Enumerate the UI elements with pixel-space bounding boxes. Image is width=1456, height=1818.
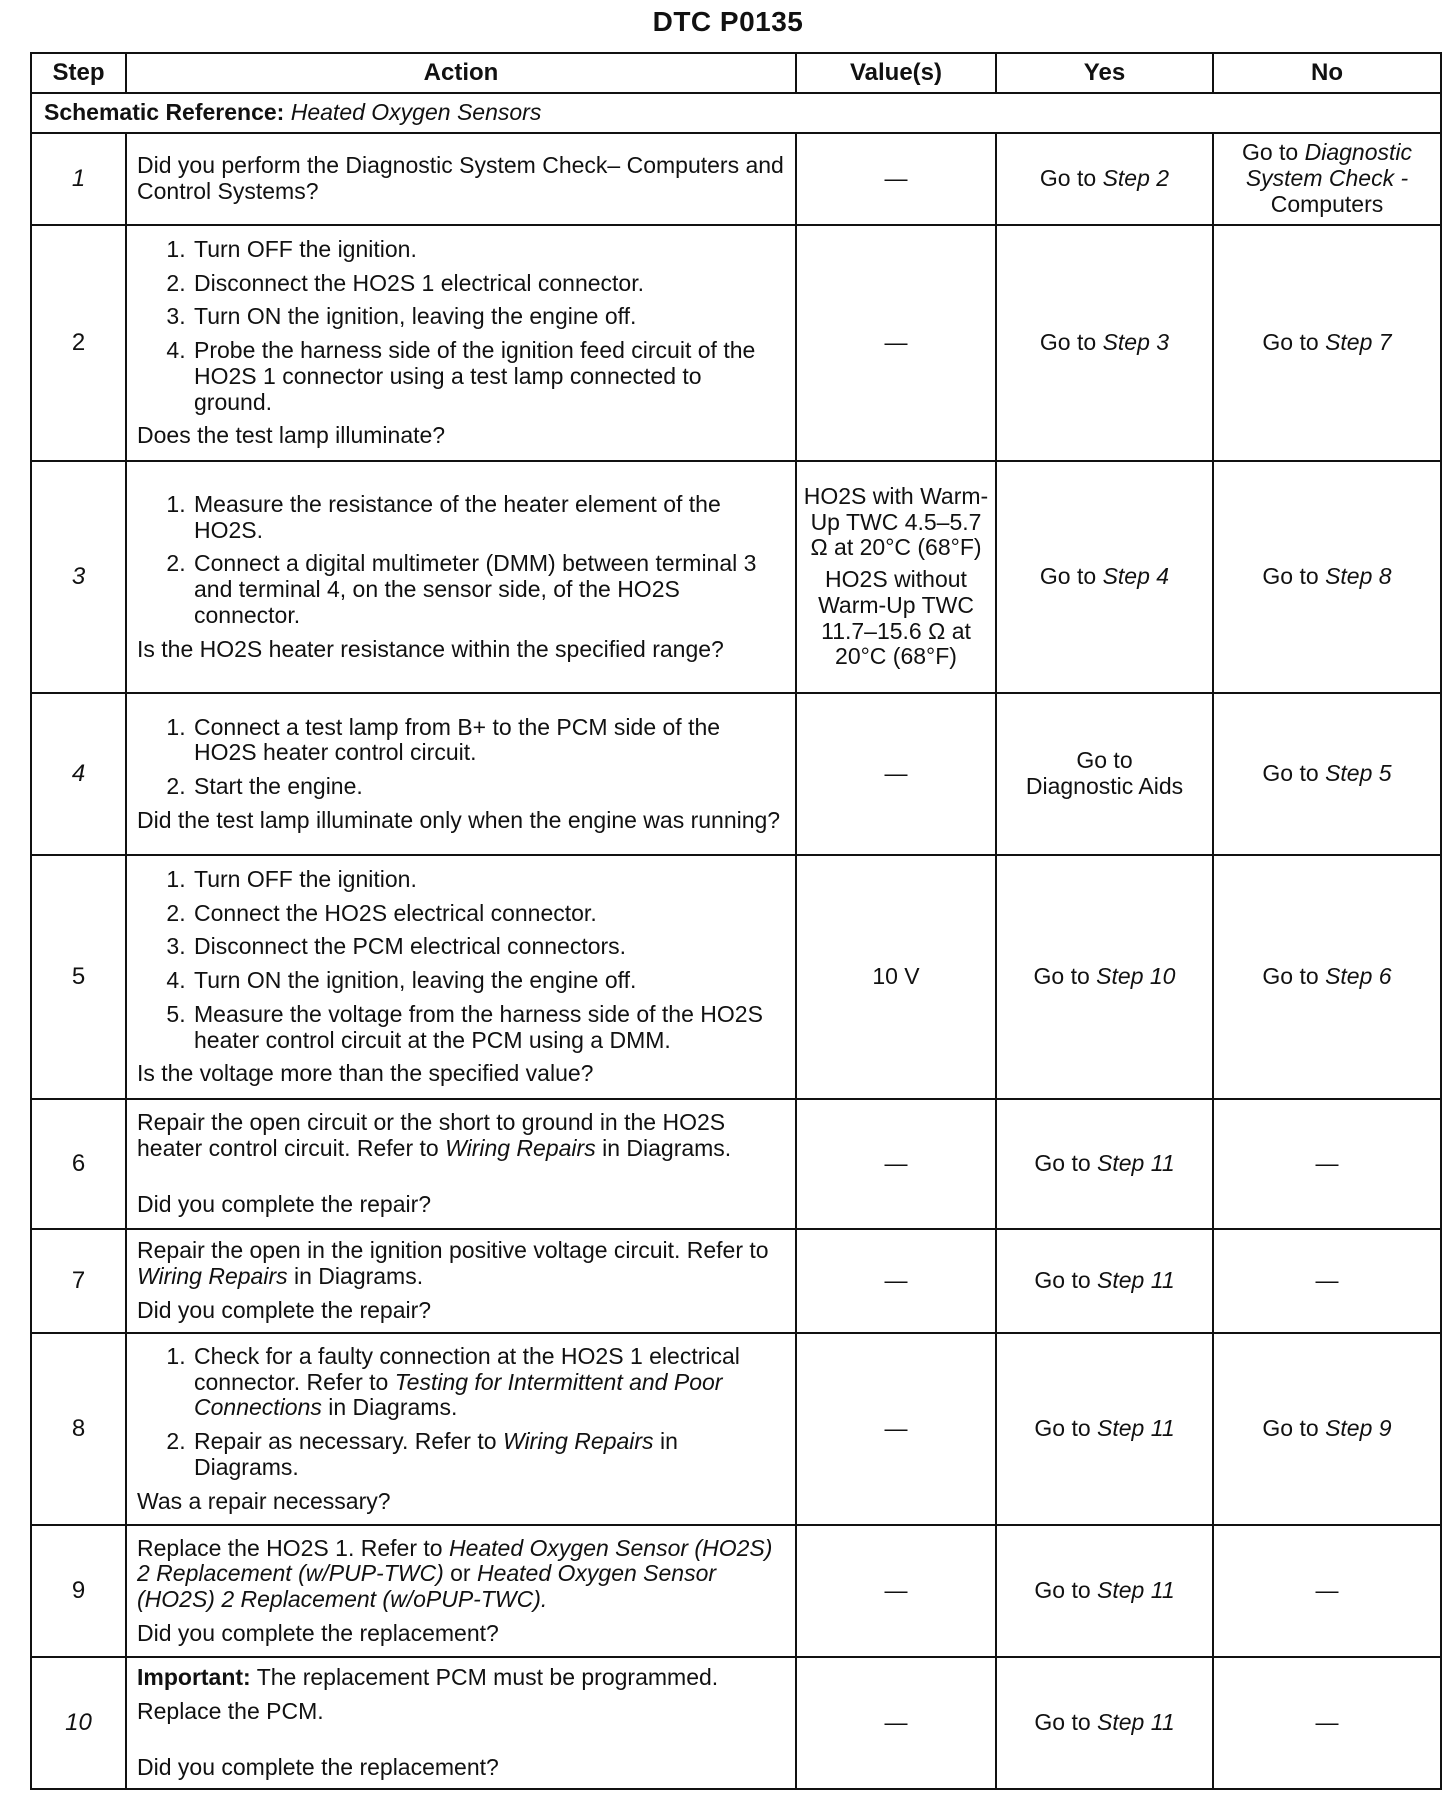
- no-step-link[interactable]: Step 6: [1325, 963, 1392, 990]
- action-question: Is the HO2S heater resistance within the specified range?: [137, 635, 724, 662]
- action-cell: [126, 1229, 796, 1333]
- action-cell: [126, 1099, 796, 1229]
- yes-prefix: Go to: [1034, 1709, 1091, 1736]
- value-cell: —: [796, 1657, 996, 1789]
- action-question: Does the test lamp illuminate?: [137, 422, 446, 449]
- step-number: 1: [31, 133, 126, 225]
- action-item: 3. Disconnect the PCM electrical connectors.: [192, 934, 785, 960]
- yes-prefix: Go to: [1039, 563, 1097, 590]
- action-question: Did you perform the Diagnostic System Check– Computers and Control Systems?: [137, 152, 784, 204]
- yes-prefix: Go to: [1034, 1150, 1091, 1177]
- yes-cell: [996, 133, 1213, 225]
- value-cell: —: [796, 1099, 996, 1229]
- action-text: [137, 1238, 785, 1290]
- schematic-row: [31, 93, 1441, 133]
- wiring-repairs-link[interactable]: Wiring Repairs: [445, 1135, 596, 1162]
- no-prefix: Go to: [1262, 563, 1319, 590]
- value-cell: —: [796, 693, 996, 855]
- yes-prefix: Go to: [1034, 1415, 1091, 1442]
- yes-prefix: Go to: [1039, 165, 1097, 192]
- table-row: [31, 1333, 1441, 1525]
- action-cell: [126, 855, 796, 1099]
- no-cell: [1213, 133, 1441, 225]
- no-step-link[interactable]: Step 8: [1325, 563, 1392, 590]
- action-question: Did you complete the replacement?: [137, 1753, 499, 1780]
- no-cell: —: [1213, 1099, 1441, 1229]
- action-cell: [126, 133, 796, 225]
- no-cell: [1213, 461, 1441, 693]
- wiring-repairs-link[interactable]: Wiring Repairs: [137, 1263, 288, 1290]
- table-row: [31, 1525, 1441, 1657]
- schematic-label: Schematic Reference:: [44, 99, 285, 126]
- yes-cell: [996, 1333, 1213, 1525]
- no-diagnostic-link[interactable]: Diagnostic System Check -: [1245, 139, 1413, 192]
- action-item: 4. Turn ON the ignition, leaving the engine off.: [192, 968, 785, 994]
- yes-step-link[interactable]: Step 4: [1102, 563, 1170, 590]
- action-item: 2. Connect a digital multimeter (DMM) between terminal 3 and terminal 4, on the sensor side, of the HO2S connector.: [192, 551, 785, 628]
- yes-prefix: Go to: [1076, 747, 1133, 774]
- action-item: 2. Start the engine.: [192, 774, 785, 800]
- yes-step-link[interactable]: Step 11: [1097, 1709, 1175, 1736]
- action-item: [192, 1344, 785, 1421]
- action-item: 1. Connect a test lamp from B+ to the PCM side of the HO2S heater control circuit.: [192, 715, 785, 767]
- action-item: 1. Turn OFF the ignition.: [192, 237, 785, 263]
- yes-prefix: Go to: [1033, 963, 1090, 990]
- yes-step-link[interactable]: Step 10: [1096, 963, 1176, 990]
- action-text-part: Replace the HO2S 1. Refer to: [137, 1534, 443, 1561]
- action-item: 5. Measure the voltage from the harness side of the HO2S heater control circuit at the PCM using a DMM.: [192, 1002, 785, 1054]
- yes-cell: [996, 693, 1213, 855]
- action-cell: [126, 693, 796, 855]
- yes-cell: [996, 855, 1213, 1099]
- yes-step-link[interactable]: Step 11: [1097, 1150, 1175, 1177]
- yes-step-link[interactable]: Step 2: [1102, 165, 1170, 192]
- action-text-part: in Diagrams.: [328, 1394, 458, 1421]
- replacement-procedure-link[interactable]: Heated Oxygen Sensor (HO2S) 2 Replacement (w/PUP-TWC): [137, 1534, 773, 1587]
- action-item: [192, 1429, 785, 1481]
- step-number: 10: [31, 1657, 126, 1789]
- no-suffix: Computers: [1270, 190, 1384, 217]
- header-step: Step: [31, 53, 126, 93]
- value-cell: —: [796, 1229, 996, 1333]
- wiring-repairs-link[interactable]: Wiring Repairs: [502, 1428, 654, 1454]
- action-item: 2. Disconnect the HO2S 1 electrical connector.: [192, 271, 785, 297]
- table-row: [31, 855, 1441, 1099]
- important-text: The replacement PCM must be programmed.: [256, 1664, 719, 1691]
- action-text: [137, 1536, 785, 1613]
- action-item: 1. Turn OFF the ignition.: [192, 867, 785, 893]
- no-cell: [1213, 855, 1441, 1099]
- action-text: [137, 1110, 785, 1162]
- yes-step-link[interactable]: Step 11: [1097, 1577, 1175, 1604]
- action-cell: [126, 225, 796, 461]
- action-question: Was a repair necessary?: [137, 1487, 391, 1514]
- action-cell: [126, 1525, 796, 1657]
- action-question: Did you complete the repair?: [137, 1296, 432, 1323]
- no-prefix: Go to: [1262, 329, 1319, 356]
- action-text-part: Repair the open circuit or the short to ground in the HO2S heater control circuit. Refer to: [137, 1109, 726, 1162]
- action-question: Did you complete the replacement?: [137, 1619, 499, 1646]
- step-number: 4: [31, 693, 126, 855]
- yes-cell: [996, 1525, 1213, 1657]
- header-action: Action: [126, 53, 796, 93]
- no-cell: —: [1213, 1525, 1441, 1657]
- important-label: Important:: [137, 1664, 251, 1691]
- step-number: 7: [31, 1229, 126, 1333]
- no-step-link[interactable]: Step 7: [1325, 329, 1392, 356]
- yes-cell: [996, 1099, 1213, 1229]
- value-without-twc: HO2S without Warm-Up TWC 11.7–15.6 Ω at 20°C (68°F): [818, 566, 974, 670]
- table-row: [31, 693, 1441, 855]
- yes-prefix: Go to: [1039, 329, 1097, 356]
- action-cell: [126, 1657, 796, 1789]
- diagnostic-table: [30, 52, 1442, 1790]
- step-number: 3: [31, 461, 126, 693]
- header-row: [31, 53, 1441, 93]
- action-text-part: in Diagrams.: [602, 1135, 732, 1162]
- action-text-part: in Diagrams.: [294, 1263, 424, 1290]
- action-text-part: Repair as necessary. Refer to: [194, 1428, 497, 1454]
- action-list: [137, 492, 785, 629]
- no-cell: [1213, 225, 1441, 461]
- no-prefix: Go to: [1262, 760, 1319, 787]
- yes-cell: [996, 1657, 1213, 1789]
- table-row: [31, 1657, 1441, 1789]
- value-cell: —: [796, 1333, 996, 1525]
- no-step-link[interactable]: Step 5: [1325, 760, 1392, 787]
- value-cell: [796, 461, 996, 693]
- replacement-procedure-link[interactable]: Heated Oxygen Sensor (HO2S) 2 Replacement (w/oPUP-TWC).: [137, 1560, 717, 1612]
- schematic-reference: [31, 93, 1441, 133]
- action-text-part: Check for a faulty connection at the HO2S 1 electrical connector. Refer to: [194, 1342, 740, 1395]
- no-prefix: Go to: [1241, 139, 1299, 166]
- action-list: [137, 715, 785, 800]
- step-number: 6: [31, 1099, 126, 1229]
- step-number: 8: [31, 1333, 126, 1525]
- action-text-part: in Diagrams.: [194, 1428, 678, 1480]
- document-title: DTC P0135: [652, 6, 804, 37]
- step-number: 9: [31, 1525, 126, 1657]
- action-text-part: Repair the open in the ignition positive voltage circuit. Refer to: [137, 1237, 769, 1264]
- table-row: [31, 461, 1441, 693]
- header-yes: Yes: [996, 53, 1213, 93]
- yes-step-link[interactable]: Step 11: [1097, 1415, 1175, 1442]
- action-item: 4. Probe the harness side of the ignition feed circuit of the HO2S 1 connector using a test lamp connected to ground.: [192, 338, 785, 415]
- yes-diagnostic-aids-link[interactable]: Diagnostic Aids: [1025, 773, 1184, 799]
- step-number: 5: [31, 855, 126, 1099]
- no-cell: —: [1213, 1657, 1441, 1789]
- no-prefix: Go to: [1262, 963, 1319, 990]
- no-cell: [1213, 1333, 1441, 1525]
- schematic-value: Heated Oxygen Sensors: [290, 99, 542, 126]
- yes-step-link[interactable]: Step 3: [1102, 329, 1170, 356]
- testing-intermittent-link[interactable]: Testing for Intermittent and Poor Connections: [194, 1368, 723, 1421]
- no-prefix: Go to: [1262, 1415, 1319, 1442]
- no-cell: [1213, 693, 1441, 855]
- value-cell: —: [796, 133, 996, 225]
- action-item: 3. Turn ON the ignition, leaving the engine off.: [192, 304, 785, 330]
- no-step-link[interactable]: Step 9: [1325, 1415, 1392, 1442]
- action-list: [137, 1344, 785, 1481]
- action-cell: [126, 461, 796, 693]
- yes-prefix: Go to: [1034, 1267, 1091, 1294]
- value-cell: 10 V: [796, 855, 996, 1099]
- yes-step-link[interactable]: Step 11: [1097, 1267, 1175, 1294]
- table-row: [31, 1099, 1441, 1229]
- value-cell: —: [796, 1525, 996, 1657]
- action-question: Did you complete the repair?: [137, 1190, 432, 1217]
- action-question: Did the test lamp illuminate only when the engine was running?: [137, 806, 781, 833]
- action-item: 1. Measure the resistance of the heater element of the HO2S.: [192, 492, 785, 544]
- action-question: Is the voltage more than the specified value?: [137, 1060, 594, 1087]
- action-list: [137, 237, 785, 416]
- action-text: Replace the PCM.: [137, 1698, 324, 1725]
- step-number: 2: [31, 225, 126, 461]
- value-with-twc: HO2S with Warm-Up TWC 4.5–5.7 Ω at 20°C (68°F): [803, 482, 989, 561]
- yes-cell: [996, 461, 1213, 693]
- yes-cell: [996, 1229, 1213, 1333]
- table-row: [31, 225, 1441, 461]
- yes-cell: [996, 225, 1213, 461]
- action-cell: [126, 1333, 796, 1525]
- action-text-part: or: [450, 1560, 471, 1587]
- header-values: Value(s): [796, 53, 996, 93]
- action-list: [137, 867, 785, 1054]
- yes-prefix: Go to: [1034, 1577, 1091, 1604]
- header-no: No: [1213, 53, 1441, 93]
- value-cell: —: [796, 225, 996, 461]
- no-cell: —: [1213, 1229, 1441, 1333]
- important-note: [137, 1665, 785, 1691]
- table-row: [31, 1229, 1441, 1333]
- action-item: 2. Connect the HO2S electrical connector.: [192, 901, 785, 927]
- table-row: [31, 133, 1441, 225]
